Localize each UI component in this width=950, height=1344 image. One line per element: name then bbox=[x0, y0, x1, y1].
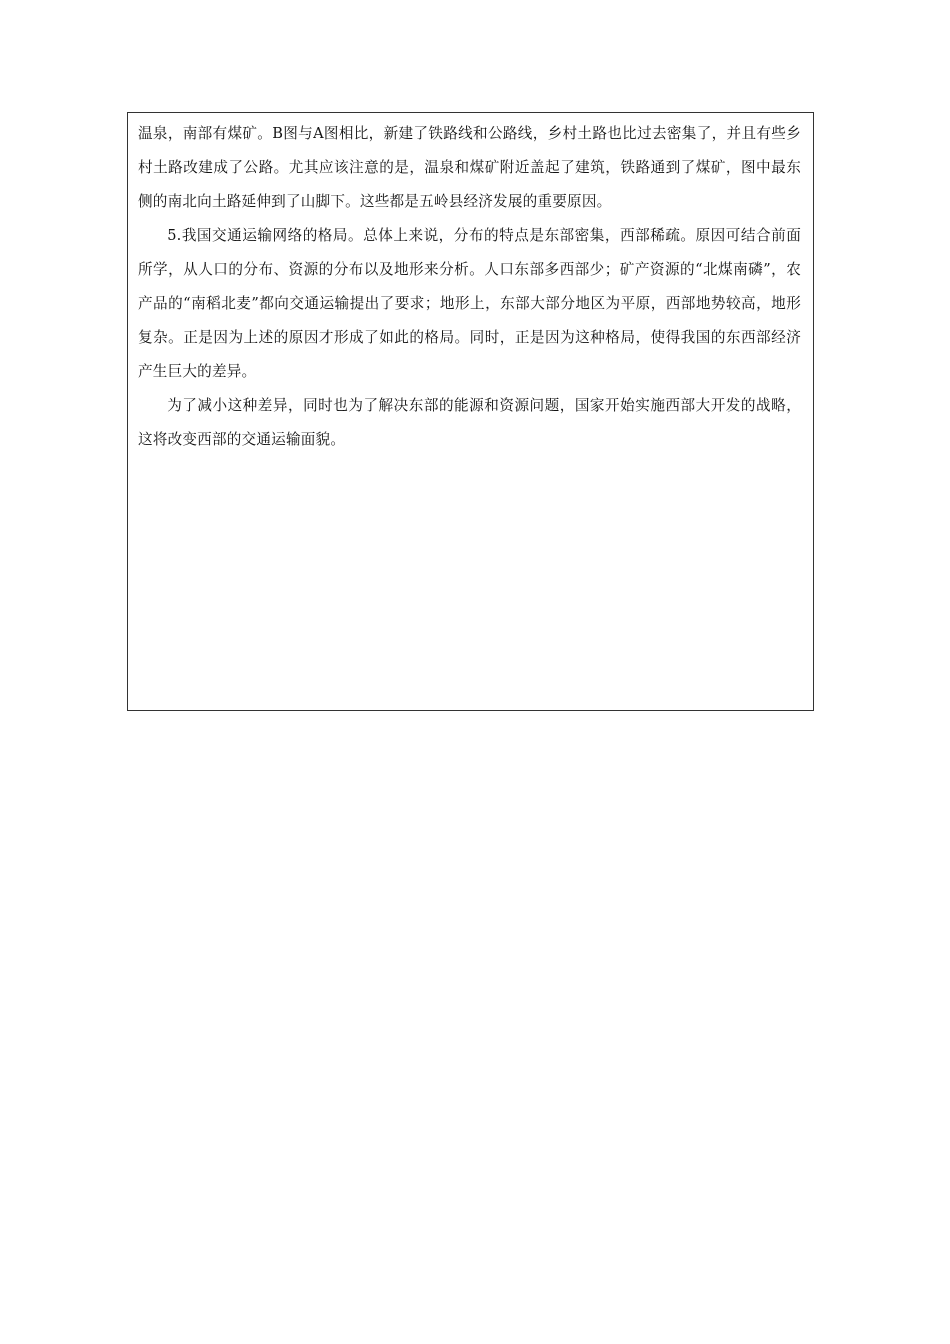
paragraph-continuation: 温泉，南部有煤矿。B图与A图相比，新建了铁路线和公路线，乡村土路也比过去密集了，并且有些乡村土路改建成了公路。尤其应该注意的是，温泉和煤矿附近盖起了建筑，铁路通到了煤矿，图中最东侧的南北向土路延伸到了山脚下。这些都是五岭县经济发展的重要原因。 bbox=[138, 125, 801, 210]
paragraph-transport-network: 5.我国交通运输网络的格局。总体上来说，分布的特点是东部密集，西部稀疏。原因可结合前面所学，从人口的分布、资源的分布以及地形来分析。人口东部多西部少；矿产资源的“北煤南磷”，农产品的“南稻北麦”都向交通运输提出了要求；地形上，东部大部分地区为平原，西部地势较高，地形复杂。正是因为上述的原因才形成了如此的格局。同时，正是因为这种格局，使得我国的东西部经济产生巨大的差异。 bbox=[138, 227, 801, 380]
paragraph-western-development: 为了减小这种差异，同时也为了解决东部的能源和资源问题，国家开始实施西部大开发的战略，这将改变西部的交通运输面貌。 bbox=[138, 397, 801, 448]
text-box bbox=[127, 112, 814, 711]
